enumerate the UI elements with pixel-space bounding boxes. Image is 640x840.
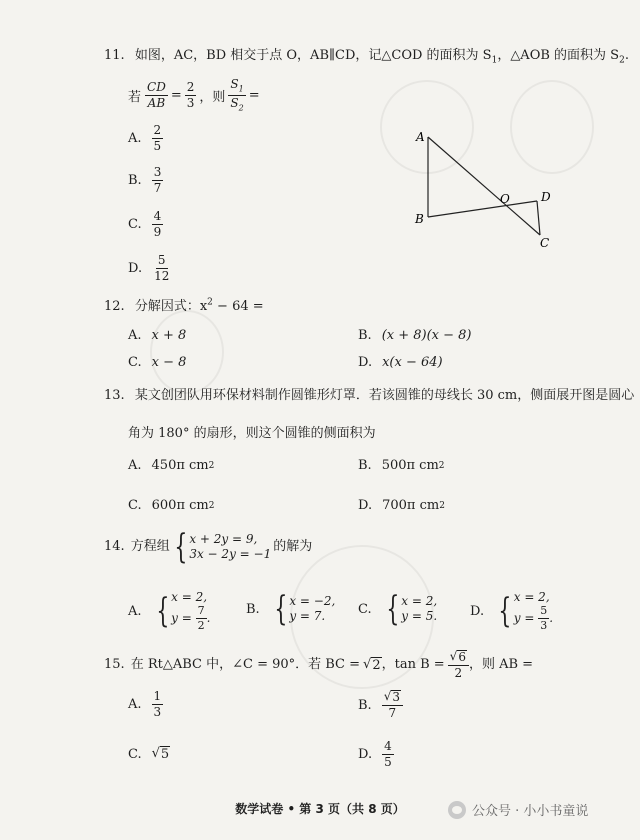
option-14-a[interactable]: A. { x = 2, y = $\frac{7}{2}$ . [128,590,211,633]
bleed-through-circle [150,310,224,394]
label-c: C [540,236,550,250]
option-11-b[interactable]: B. $\frac{3}{7}$ [128,165,162,196]
option-11-a[interactable]: A. $\frac{2}{5}$ [128,123,162,154]
question-11-condition: 若 $\frac{CD}{AB}$ = $\frac{2}{3}$ ，则 $\frac{S_1}{S_2}$ = [128,77,260,113]
question-number: 14. [104,539,125,555]
triangle-figure [400,125,580,255]
page-footer: 数学试卷 • 第 3 页（共 8 页） [235,802,405,816]
option-14-d[interactable]: D. { x = 2, y = $\frac{5}{3}$ . [470,590,554,633]
fraction-tan-b: √ 6 2 [448,650,469,680]
option-14-b[interactable]: B. { x = −2, y = 7. [246,589,336,629]
fraction-value: $\frac{2}{3}$ [186,80,195,111]
question-14: 14. 方程组 { x + 2y = 9, 3x − 2y = −1 的解为 [104,527,313,567]
question-number: 11. [104,48,125,63]
option-12-d[interactable]: D. x(x − 64) [358,355,443,370]
question-text: 分解因式：$x^2 - 64$ = [134,298,264,315]
wechat-icon [448,801,466,819]
option-12-a[interactable]: A. x + 8 [128,328,187,343]
label-d: D [541,190,551,204]
question-number: 15. [104,657,125,673]
option-15-c[interactable]: C. √ 5 [128,746,170,762]
question-text: 如图，AC，BD 相交于点 O，AB∥CD，记△COD 的面积为 $S_1$，△AOB 的面积为 $S_2$. [134,48,629,66]
option-11-c[interactable]: C. $\frac{4}{9}$ [128,209,162,240]
label-a: A [416,130,425,144]
segment-ac [428,137,540,235]
option-15-d[interactable]: D. $\frac{4}{5}$ [358,739,392,770]
question-11 [104,48,629,66]
label-b: B [415,212,424,226]
option-11-d[interactable]: D. $\frac{5}{12}$ [128,253,170,284]
question-text-line2: 角为 180° 的扇形，则这个圆锥的侧面积为 [128,426,376,441]
option-13-c[interactable]: C. 600π cm 2 [128,498,215,513]
fraction-cd-over-ab: $\frac{CD}{AB}$ [147,80,166,111]
option-12-c[interactable]: C. x − 8 [128,355,187,370]
question-13 [104,388,634,404]
option-13-d[interactable]: D. 700π cm 2 [358,498,445,513]
sqrt-bc: √ 2 [363,656,381,673]
question-number: 13. [104,388,125,403]
option-13-b[interactable]: B. 500π cm 2 [358,458,445,473]
question-12 [104,298,264,315]
question-number: 12. [104,299,125,315]
question-15: 15. 在 Rt△ABC 中，∠C = 90°．若 BC = √ 2 ，tan B = √ 6 2 ，则 AB = [104,649,534,681]
segment-cd [537,201,540,235]
option-13-a[interactable]: A. 450π cm 2 [128,458,215,473]
option-15-a[interactable]: A. $\frac{1}{3}$ [128,689,162,720]
segment-bd [428,201,537,217]
watermark: 公众号 · 小小书童说 [448,800,588,819]
option-14-c[interactable]: C. { x = 2, y = 5. [358,589,438,629]
equation-system: { x + 2y = 9, 3x − 2y = −1 [174,527,272,567]
label-o: O [500,192,510,206]
question-text-line1: 某文创团队用环保材料制作圆锥形灯罩．若该圆锥的母线长 30 cm，侧面展开图是圆心 [134,388,635,403]
fraction-s1-over-s2: $\frac{S_1}{S_2}$ [230,77,244,113]
option-12-b[interactable]: B. (x + 8)(x − 8) [358,328,472,343]
option-15-b[interactable]: B. √ 3 7 [358,690,403,720]
